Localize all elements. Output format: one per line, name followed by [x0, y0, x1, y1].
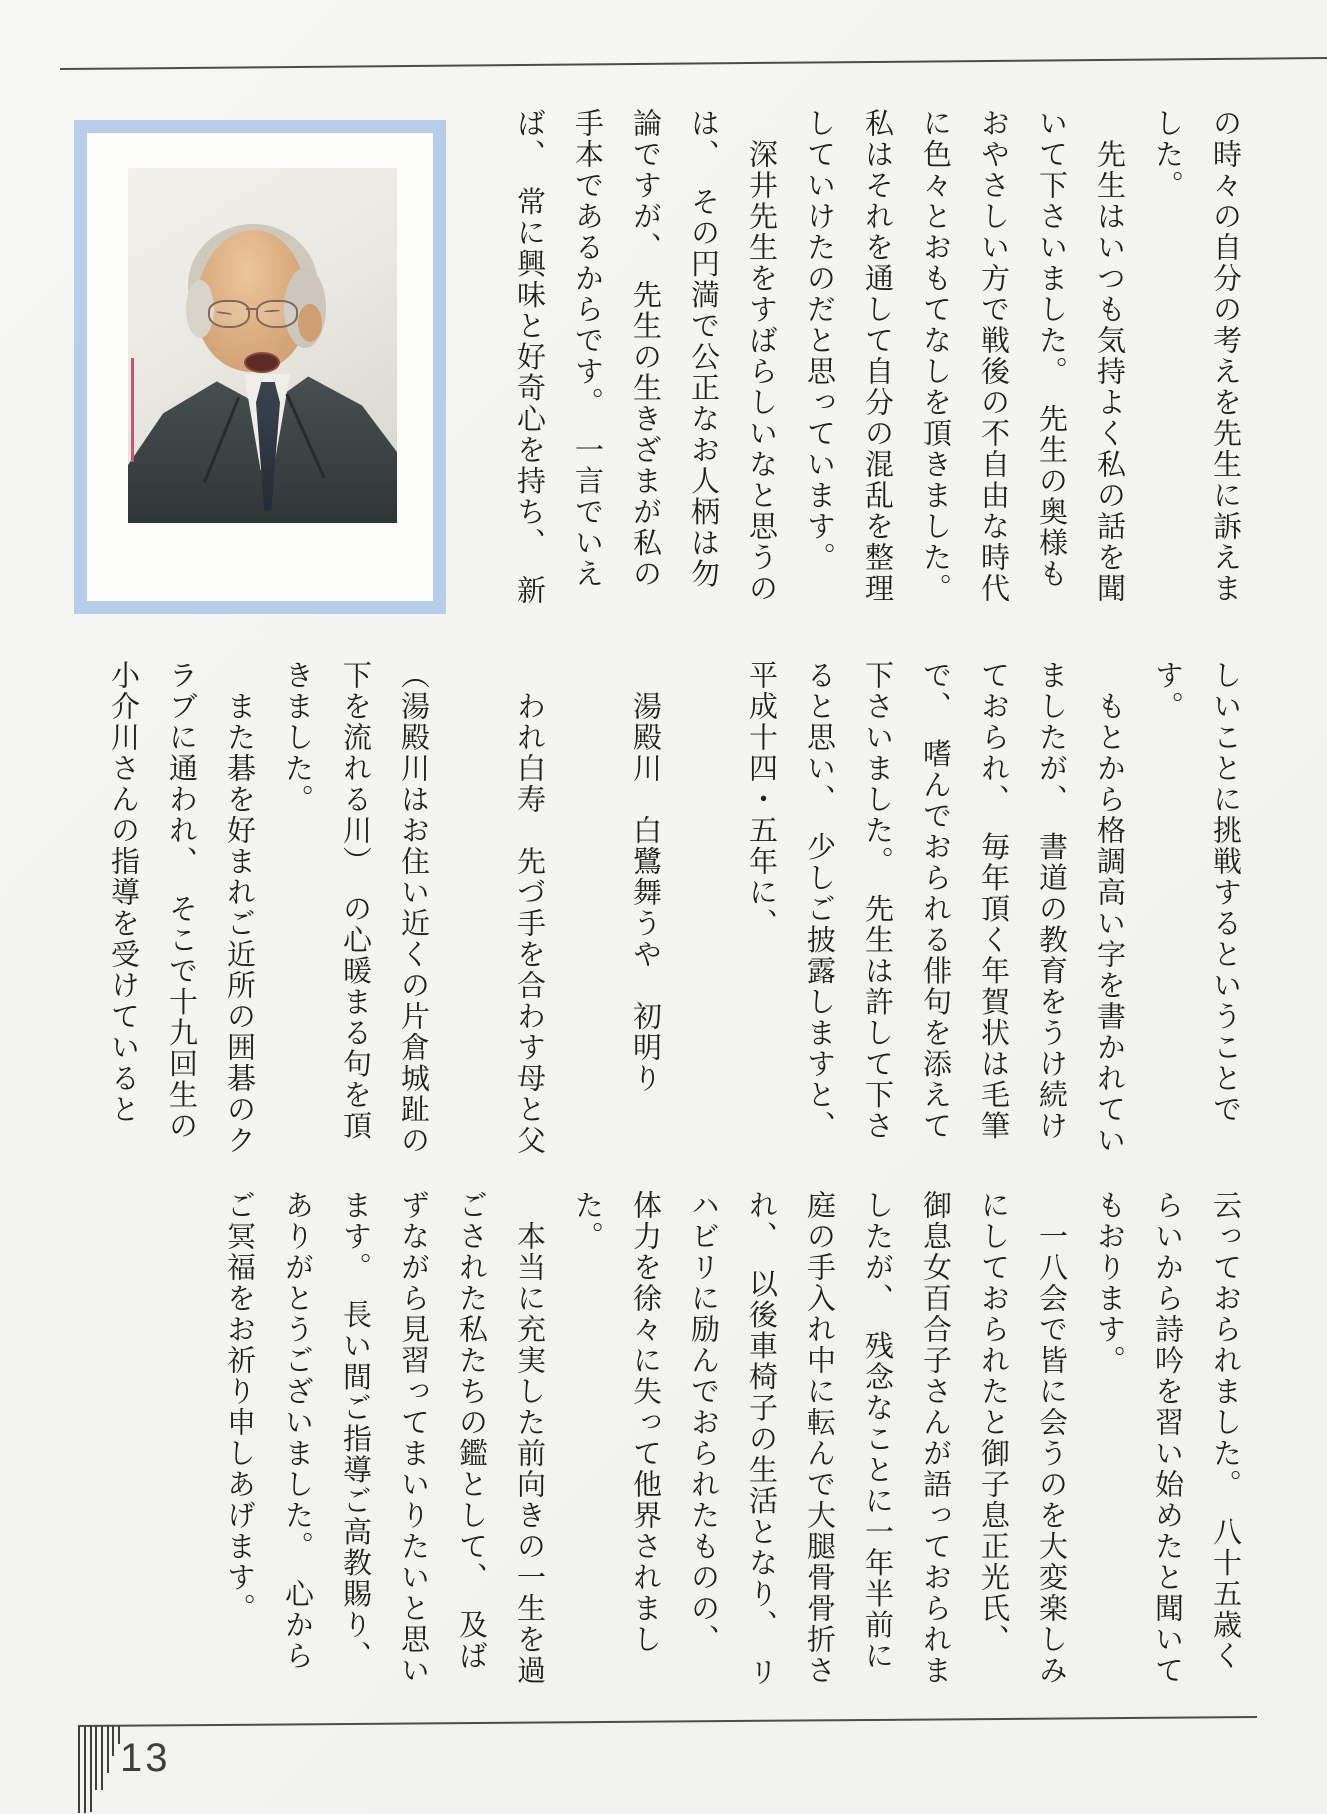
text-column: していけたのだと思っています。 — [803, 108, 837, 573]
mouth — [244, 352, 280, 373]
text-column: おやさしい方で戦後の不自由な時代 — [977, 108, 1011, 604]
text-column: ると思い、 少しご披露しますと、 — [803, 660, 837, 1142]
text-column — [573, 660, 603, 1160]
text-column: た。 — [571, 1190, 605, 1252]
text-column: したが、 残念なことに一年半前に — [861, 1190, 895, 1672]
text-column: 手本であるからです。 一言でいえ — [571, 108, 605, 590]
text-column: 平成十四・五年に、 — [745, 660, 779, 939]
text-column: ておられ、 毎年頂く年賀状は毛筆 — [977, 660, 1011, 1142]
text-column: ありがとうございました。 心から — [281, 1190, 315, 1672]
text-column: われ白寿 先づ手を合わす母と父 — [513, 660, 547, 1156]
header-rule — [60, 57, 1327, 70]
text-column: にしておられたと御子息正光氏、 — [977, 1190, 1011, 1655]
text-column: 云っておられました。 八十五歳く — [1209, 1190, 1243, 1672]
text-column: もとから格調高い字を書かれてい — [1093, 660, 1127, 1156]
text-column — [457, 660, 487, 1160]
text-column: 下を流れる川） の心暖まる句を頂 — [339, 660, 373, 1142]
glasses-left-lens — [208, 300, 250, 328]
text-column: れ、 以後車椅子の生活となり、 リ — [745, 1190, 779, 1688]
text-column: 体力を徐々に失って他界されまし — [629, 1190, 663, 1655]
text-column: の時々の自分の考えを先生に訴えま — [1209, 108, 1243, 604]
footer-rule — [78, 1716, 1257, 1727]
text-column: ごされた私たちの鑑として、 及ば — [455, 1190, 489, 1672]
text-column: 私はそれを通して自分の混乱を整理 — [861, 108, 895, 604]
scan-artifact-red-line — [131, 358, 134, 462]
text-column: す。 — [1151, 660, 1185, 722]
text-column: に色々とおもてなしを頂きました。 — [919, 108, 953, 604]
comb-marks — [78, 1726, 126, 1814]
text-column: 小介川さんの指導を受けていると — [107, 660, 141, 1125]
text-column: は、 その円満で公正なお人柄は勿 — [687, 108, 721, 590]
glasses-right-lens — [256, 300, 298, 328]
text-column: 先生はいつも気持よく私の話を聞 — [1093, 108, 1127, 604]
glasses-bridge — [246, 308, 258, 310]
text-column: 庭の手入れ中に転んで大腿骨骨折さ — [803, 1190, 837, 1686]
text-column: もおります。 — [1093, 1190, 1127, 1376]
text-column: 深井先生をすばらしいなと思うの — [745, 108, 779, 604]
text-column: しいことに挑戦するということで — [1209, 660, 1243, 1125]
text-column: ずながら見習ってまいりたいと思い — [397, 1190, 431, 1686]
text-column: 御息女百合子さんが語っておられま — [919, 1190, 953, 1686]
text-column: ご冥福をお祈り申しあげます。 — [223, 1190, 257, 1624]
text-column: で、 嗜んでおられる俳句を添えて — [919, 660, 953, 1142]
glasses — [206, 300, 302, 328]
text-column: いて下さいました。 先生の奥様も — [1035, 108, 1069, 590]
text-column: また碁を好まれご近所の囲碁のク — [223, 660, 257, 1156]
text-column: ハビリに励んでおられたものの、 — [687, 1190, 721, 1655]
text-column: ましたが、 書道の教育をうけ続け — [1035, 660, 1069, 1142]
text-column: らいから詩吟を習い始めたと聞いて — [1151, 1190, 1185, 1686]
text-column: した。 — [1151, 108, 1185, 201]
text-column: 論ですが、 先生の生きざまが私の — [629, 108, 663, 590]
elderly-man-photo — [128, 168, 397, 523]
text-band-middle — [81, 660, 1241, 1160]
text-column: 本当に充実した前向きの一生を過 — [513, 1190, 547, 1686]
text-column: 下さいました。 先生は許して下さ — [861, 660, 895, 1142]
photo-frame — [74, 120, 446, 614]
text-column: ば、 常に興味と好奇心を持ち、 新 — [513, 108, 547, 606]
text-column: きました。 — [281, 660, 315, 815]
text-column: ます。 長い間ご指導ご高教賜り、 — [339, 1190, 373, 1672]
page-number: 13 — [120, 1736, 171, 1780]
text-column: 一八会で皆に会うのを大変楽しみ — [1035, 1190, 1069, 1686]
text-column: ラブに通われ、 そこで十九回生の — [165, 660, 199, 1142]
text-column: 湯殿川 白鷺舞うや 初明り — [629, 660, 663, 1094]
text-band-top — [487, 108, 1241, 623]
text-band-bottom — [197, 1190, 1241, 1700]
text-column: （湯殿川はお住い近くの片倉城趾の — [397, 660, 431, 1156]
text-column — [689, 660, 719, 1160]
